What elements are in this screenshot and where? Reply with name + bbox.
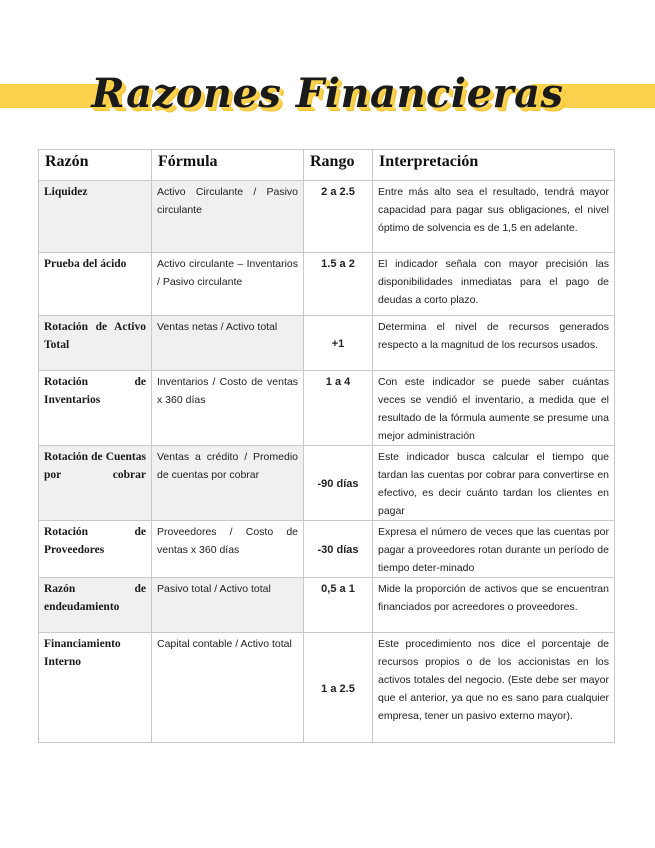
cell-interpretacion: Expresa el número de veces que las cuentas por pagar a proveedores rotan durante un período de tiempo deter-minado [373,521,615,578]
table-row [39,446,615,521]
table-row [39,633,615,743]
table-row [39,316,615,371]
cell-rango: -90 días [304,446,373,521]
cell-formula: Inventarios / Costo de ventas x 360 días [152,371,304,446]
cell-interpretacion: Este procedimiento nos dice el porcentaje de recursos propios o de los accionistas en los activos totales del negocio. (Este debe ser mayor que el anterior, ya que no es sano para cualquier empresa, tener un pasivo externo mayor). [373,633,615,743]
table-row [39,371,615,446]
table-row [39,253,615,316]
cell-interpretacion: El indicador señala con mayor precisión las disponibilidades inmediatas para el pago de deudas a corto plazo. [373,253,615,316]
title-banner [0,54,655,134]
cell-rango: 0,5 a 1 [304,578,373,633]
page-title: Razones Financieras [91,70,564,117]
table-row [39,181,615,253]
cell-interpretacion: Determina el nivel de recursos generados respecto a la magnitud de los recursos usados. [373,316,615,371]
cell-razon: Rotación de Proveedores [39,521,152,578]
cell-razon: Financiamiento Interno [39,633,152,743]
cell-razon: Prueba del ácido [39,253,152,316]
cell-interpretacion: Entre más alto sea el resultado, tendrá mayor capacidad para pagar sus obligaciones, el nivel óptimo de solvencia es de 1,5 en adelante. [373,181,615,253]
cell-rango: 2 a 2.5 [304,181,373,253]
ratios-table [38,149,615,743]
cell-razon: Liquidez [39,181,152,253]
cell-rango: -30 días [304,521,373,578]
table-row [39,578,615,633]
table-header-row [39,150,615,181]
cell-razon: Razón de endeudamiento [39,578,152,633]
header-razon: Razón [39,150,152,181]
cell-formula: Activo circulante – Inventarios / Pasivo circulante [152,253,304,316]
header-interpretacion: Interpretación [373,150,615,181]
header-rango: Rango [304,150,373,181]
cell-formula: Proveedores / Costo de ventas x 360 días [152,521,304,578]
cell-interpretacion: Este indicador busca calcular el tiempo que tardan las cuentas por cobrar para convertirse en efectivo, es decir cuánto tardan los clientes en pagar [373,446,615,521]
cell-rango: +1 [304,316,373,371]
cell-formula: Activo Circulante / Pasivo circulante [152,181,304,253]
cell-razon: Rotación de Cuentas por cobrar [39,446,152,521]
cell-razon: Rotación de Activo Total [39,316,152,371]
cell-formula: Ventas a crédito / Promedio de cuentas por cobrar [152,446,304,521]
cell-rango: 1 a 4 [304,371,373,446]
cell-formula: Pasivo total / Activo total [152,578,304,633]
header-formula: Fórmula [152,150,304,181]
cell-razon: Rotación de Inventarios [39,371,152,446]
cell-rango: 1 a 2.5 [304,633,373,743]
cell-formula: Ventas netas / Activo total [152,316,304,371]
cell-formula: Capital contable / Activo total [152,633,304,743]
cell-interpretacion: Con este indicador se puede saber cuántas veces se vendió el inventario, a medida que el resultado de la fórmula aumente se presume una mejor administración [373,371,615,446]
table-row [39,521,615,578]
cell-rango: 1.5 a 2 [304,253,373,316]
cell-interpretacion: Mide la proporción de activos que se encuentran financiados por acreedores o proveedores. [373,578,615,633]
